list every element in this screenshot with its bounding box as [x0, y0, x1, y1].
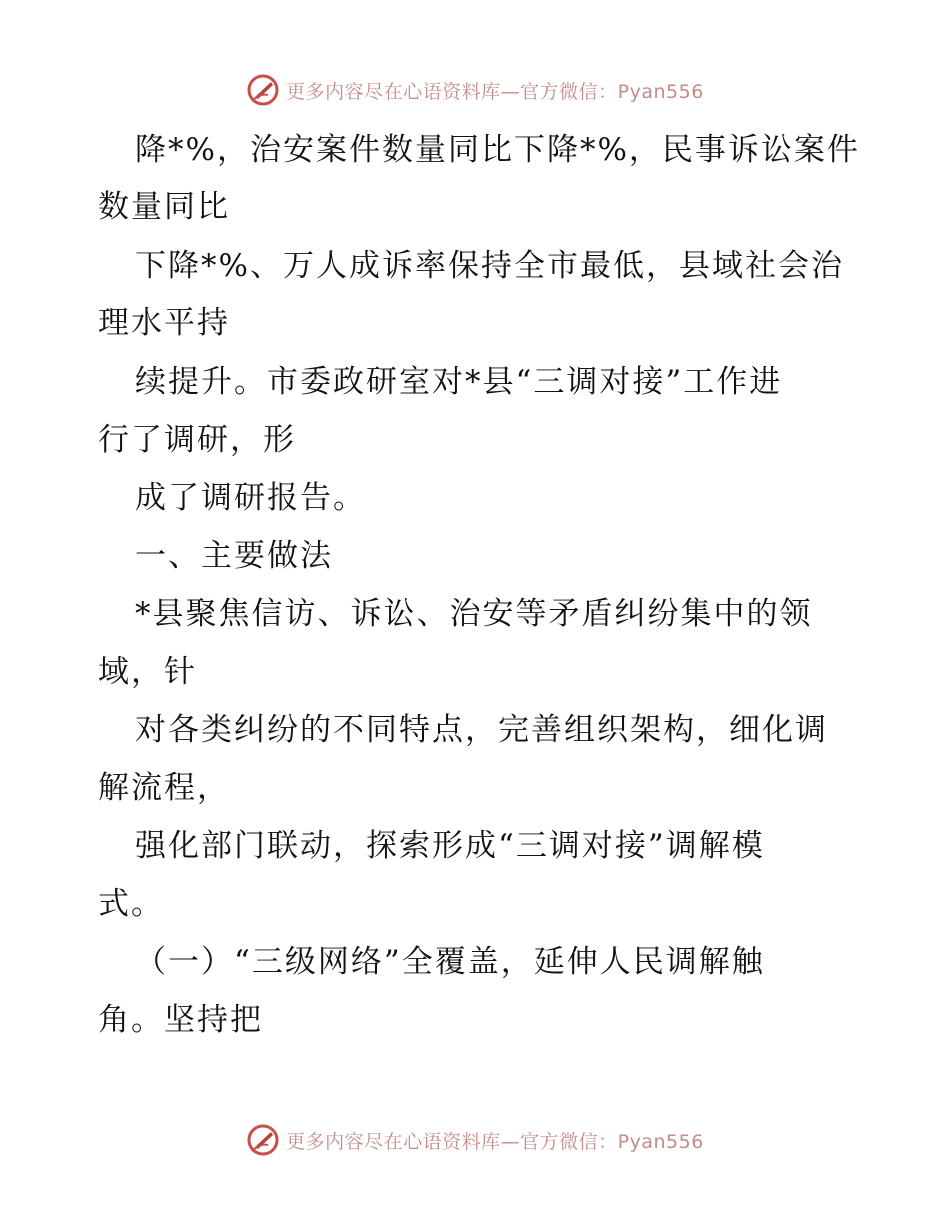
watermark-text: 更多内容尽在心语资料库—官方微信：Pyan556 [286, 80, 704, 103]
text-line: 数量同比 [98, 189, 230, 225]
text-line: 下降*%、万人成诉率保持全市最低，县域社会治 [135, 248, 844, 284]
text-line: 对各类纠纷的不同特点，完善组织架构，细化调 [135, 712, 828, 748]
text-line: 强化部门联动，探索形成“三调对接”调解模 [135, 828, 765, 864]
text-line: 续提升。市委政研室对*县“三调对接”工作进 [135, 364, 783, 400]
text-line: 解流程， [98, 770, 230, 806]
text-line: 降*%，治安案件数量同比下降*%，民事诉讼案件 [135, 132, 860, 168]
footer-watermark [0, 1120, 950, 1160]
text-line: 式。 [98, 886, 164, 922]
watermark-text: 更多内容尽在心语资料库—官方微信：Pyan556 [286, 1130, 704, 1153]
logo-icon [246, 73, 280, 107]
text-line: 角。坚持把 [98, 1002, 263, 1038]
logo-icon [246, 1123, 280, 1157]
subsection-heading: （一）“三级网络”全覆盖，延伸人民调解触 [135, 944, 765, 980]
text-line: 成了调研报告。 [135, 480, 366, 516]
section-heading: 一、主要做法 [135, 538, 333, 574]
text-line: *县聚焦信访、诉讼、治安等矛盾纠纷集中的领 [135, 596, 813, 632]
text-line: 行了调研，形 [98, 422, 296, 458]
header-watermark [0, 70, 950, 110]
text-line: 域，针 [98, 654, 197, 690]
text-line: 理水平持 [98, 305, 230, 341]
